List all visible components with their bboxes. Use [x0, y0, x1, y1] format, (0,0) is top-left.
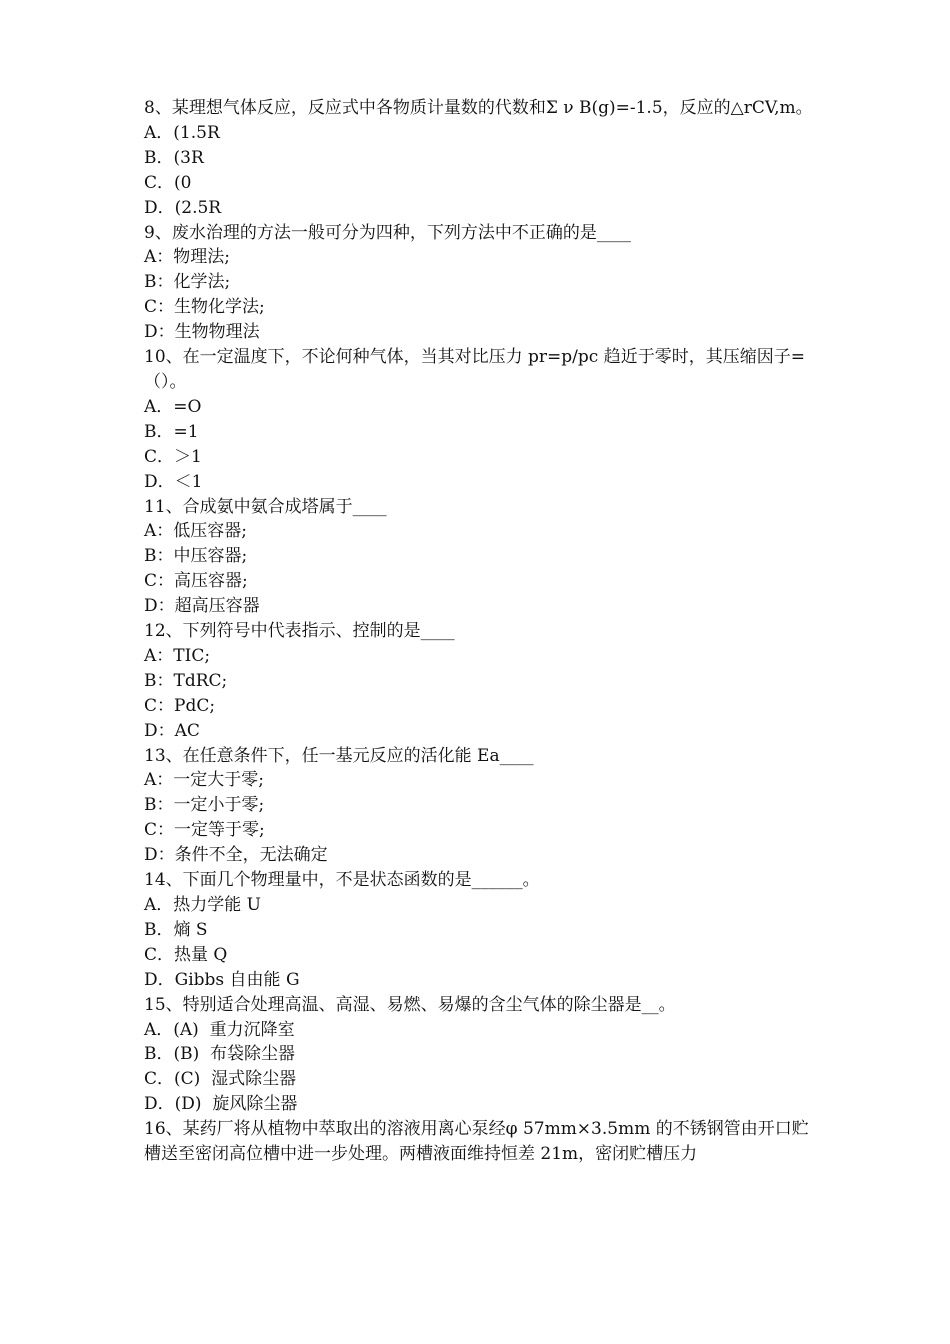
answer-option: C．(0	[144, 172, 192, 193]
answer-option: A．(1.5R	[144, 122, 220, 143]
answer-option: C．(C) 湿式除尘器	[144, 1069, 297, 1090]
answer-option: A．=O	[144, 396, 202, 417]
answer-option: A．(A) 重力沉降室	[144, 1019, 295, 1040]
answer-option: B．熵 S	[144, 919, 208, 940]
answer-option: D：AC	[144, 720, 200, 741]
question-text: 10、在一定温度下，不论何种气体，当其对比压力 pr=p/pc 趋近于零时，其压缩因子=（）。	[144, 347, 805, 392]
answer-option: A：低压容器;	[144, 521, 248, 542]
answer-option: B．(B) 布袋除尘器	[144, 1044, 296, 1065]
document-body	[144, 96, 814, 1167]
answer-option: A：一定大于零;	[144, 770, 265, 791]
answer-option: A：物理法;	[144, 247, 231, 268]
answer-option: B．(3R	[144, 147, 204, 168]
answer-option: D：生物物理法	[144, 322, 260, 343]
answer-option: A．热力学能 U	[144, 895, 262, 915]
answer-option: C：PdC;	[144, 695, 216, 716]
answer-option: A：TIC;	[144, 645, 211, 666]
answer-option: B：TdRC;	[144, 670, 228, 691]
answer-option: C：生物化学法;	[144, 297, 265, 318]
answer-option: D．(2.5R	[144, 197, 222, 218]
answer-option: B：一定小于零;	[144, 795, 265, 816]
question-text: 16、某药厂将从植物中萃取出的溶液用离心泵经φ 57mm×3.5mm 的不锈钢管由开口贮槽送至密闭高位槽中进一步处理。两槽液面维持恒差 21m，密闭贮槽压力	[144, 1119, 809, 1165]
answer-option: C：一定等于零;	[144, 820, 265, 841]
answer-option: B：中压容器;	[144, 546, 248, 567]
question-text: 12、下列符号中代表指示、控制的是____	[144, 621, 455, 642]
question-text: 13、在任意条件下，任一基元反应的活化能 Ea____	[144, 745, 534, 766]
answer-option: C．热量 Q	[144, 944, 228, 965]
question-text: 9、废水治理的方法一般可分为四种，下列方法中不正确的是____	[144, 222, 631, 243]
question-text: 8、某理想气体反应，反应式中各物质计量数的代数和Σ ν B(g)=-1.5，反应的△rCV,m。	[144, 98, 813, 118]
question-text: 14、下面几个物理量中，不是状态函数的是______。	[144, 870, 540, 891]
answer-option: D：条件不全，无法确定	[144, 845, 328, 866]
answer-option: D．＜1	[144, 471, 203, 492]
question-text: 11、合成氨中氨合成塔属于____	[144, 496, 387, 517]
answer-option: C：高压容器;	[144, 571, 248, 592]
answer-option: B．=1	[144, 421, 199, 442]
answer-option: B：化学法;	[144, 272, 231, 293]
question-text: 15、特别适合处理高温、高湿、易燃、易爆的含尘气体的除尘器是__。	[144, 994, 676, 1015]
answer-option: D．Gibbs 自由能 G	[144, 969, 300, 990]
answer-option: C．＞1	[144, 446, 202, 467]
answer-option: D：超高压容器	[144, 596, 260, 617]
answer-option: D．(D) 旋风除尘器	[144, 1094, 298, 1115]
